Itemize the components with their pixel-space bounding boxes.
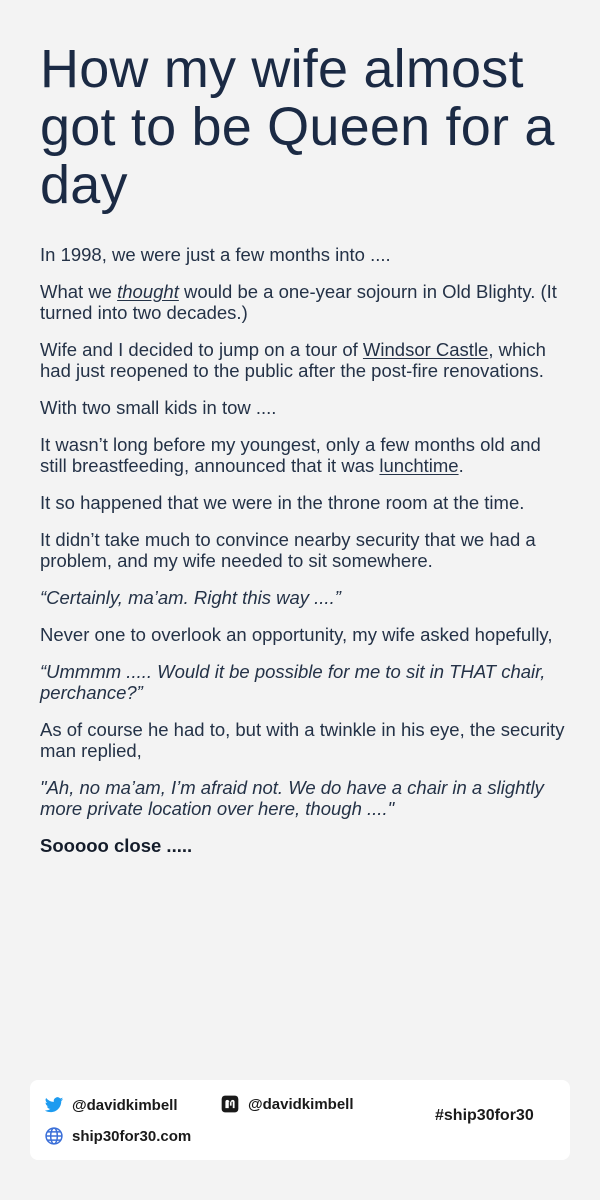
hashtag: #ship30for30 bbox=[435, 1107, 534, 1124]
mastodon-icon bbox=[220, 1094, 240, 1114]
paragraph-2-text-end: would be a one-year sojourn in Old Blighty. (It turned into two decades.) bbox=[40, 281, 557, 323]
paragraph-1: In 1998, we were just a few months into .... bbox=[40, 244, 391, 265]
paragraph-3 bbox=[40, 339, 565, 381]
quote-wife: “Ummmm ..... Would it be possible for me to sit in THAT chair, perchance?” bbox=[40, 661, 546, 703]
paragraph-9: Never one to overlook an opportunity, my wife asked hopefully, bbox=[40, 624, 553, 645]
twitter-icon bbox=[44, 1095, 64, 1115]
paragraph-5-text-end: . bbox=[458, 455, 464, 476]
paragraph-5 bbox=[40, 434, 565, 476]
windsor-castle-link[interactable]: Windsor Castle bbox=[362, 339, 489, 360]
paragraph-2 bbox=[40, 281, 565, 323]
mastodon-handle: @davidkimbell bbox=[248, 1095, 354, 1113]
twitter-handle: @davidkimbell bbox=[72, 1096, 178, 1114]
paragraph-8 bbox=[40, 587, 565, 608]
paragraph-11: As of course he had to, but with a twinkle in his eye, the security man replied, bbox=[40, 719, 565, 761]
mastodon-link[interactable] bbox=[220, 1094, 354, 1114]
paragraph-6: It so happened that we were in the throne room at the time. bbox=[40, 492, 525, 513]
paragraph-5-text: It wasn’t long before my youngest, only a few months old and still breastfeeding, announced that it was bbox=[40, 434, 541, 476]
quote-security: “Certainly, ma’am. Right this way ....” bbox=[40, 587, 341, 608]
website-url: ship30for30.com bbox=[72, 1127, 192, 1145]
globe-icon bbox=[44, 1126, 64, 1146]
quote-reply: "Ah, no ma’am, I’m afraid not. We do have a chair in a slightly more private location over here, though ...." bbox=[40, 777, 544, 819]
closing-line: Sooooo close ..... bbox=[40, 835, 193, 856]
paragraph-13 bbox=[40, 835, 565, 856]
paragraph-10 bbox=[40, 661, 565, 703]
page-title: How my wife almost got to be Queen for a day bbox=[40, 39, 555, 215]
paragraph-7: It didn’t take much to convince nearby security that we had a problem, and my wife needed to sit somewhere. bbox=[40, 529, 536, 571]
paragraph-12 bbox=[40, 777, 565, 819]
paragraph-3-text: Wife and I decided to jump on a tour of bbox=[40, 339, 363, 360]
paragraph-3-text-end: , which had just reopened to the public after the post-fire renovations. bbox=[40, 339, 546, 381]
article-body bbox=[40, 244, 565, 872]
paragraph-2-text: What we bbox=[40, 281, 118, 302]
twitter-link[interactable] bbox=[44, 1095, 178, 1115]
website-link[interactable] bbox=[44, 1126, 191, 1146]
footer-card bbox=[30, 1080, 570, 1160]
lunchtime-link[interactable]: lunchtime bbox=[379, 455, 459, 476]
emphasis-thought: thought bbox=[117, 281, 179, 302]
paragraph-4: With two small kids in tow .... bbox=[40, 397, 277, 418]
